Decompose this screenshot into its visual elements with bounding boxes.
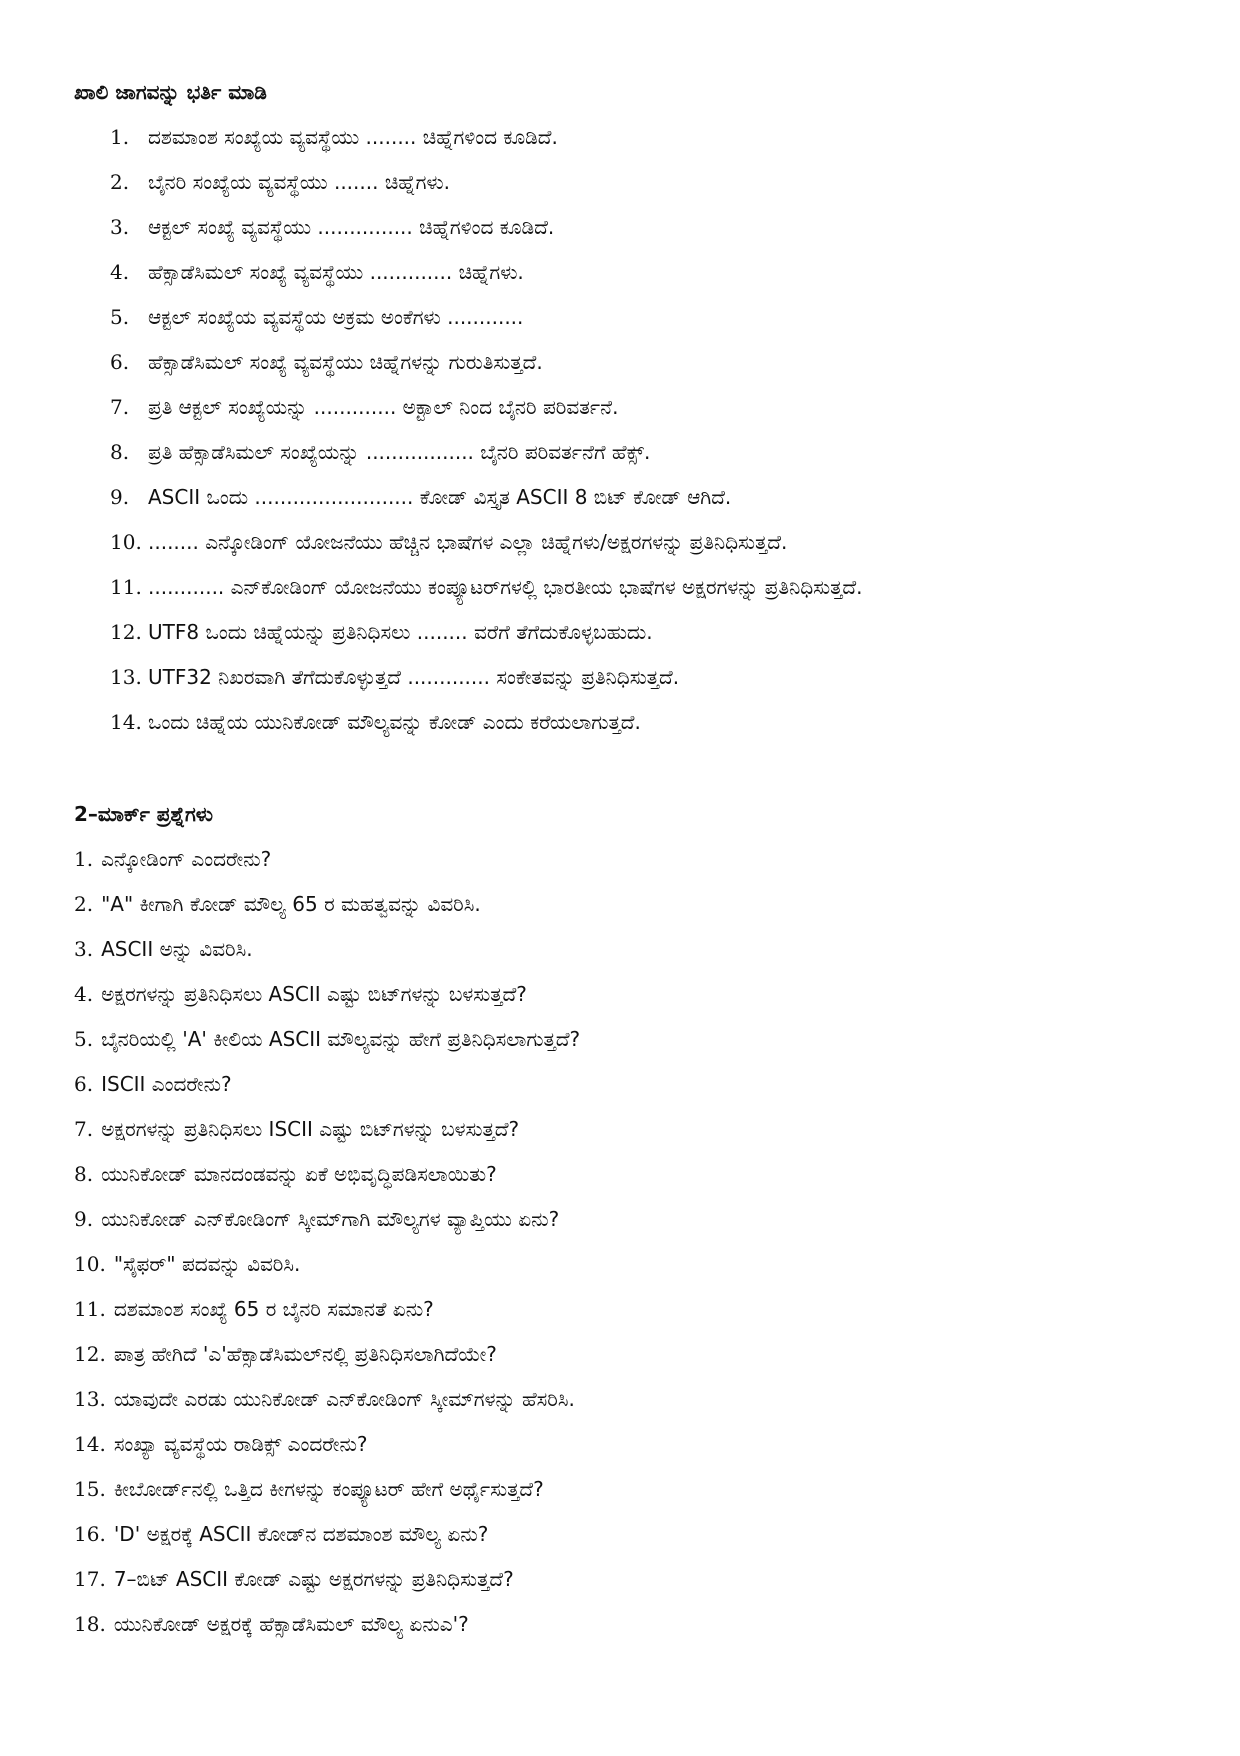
item-number: 12.: [74, 1342, 106, 1366]
item-text: ದಶಮಾಂಶ ಸಂಖ್ಯೆ 65 ರ ಬೈನರಿ ಸಮಾನತೆ ಏನು?: [113, 1297, 434, 1321]
item-text: ಯುನಿಕೋಡ್ ಮಾನದಂಡವನ್ನು ಏಕೆ ಅಭಿವೃದ್ಧಿಪಡಿಸಲಾಯಿತು?: [101, 1162, 497, 1186]
item-number: 16.: [74, 1522, 106, 1546]
item-text: 'D' ಅಕ್ಷರಕ್ಕೆ ASCII ಕೋಡ್‌ನ ದಶಮಾಂಶ ಮೌಲ್ಯ ಏನು?: [113, 1522, 489, 1546]
item-text: ISCII ಎಂದರೇನು?: [101, 1072, 232, 1096]
item-number: 4.: [110, 260, 130, 284]
item-number: 1.: [110, 125, 130, 149]
item-number: 14.: [74, 1432, 106, 1456]
item-text: ಎನ್ಕೋಡಿಂಗ್ ಎಂದರೇನು?: [101, 847, 272, 871]
item-number: 14.: [110, 710, 142, 734]
list-item: [74, 889, 481, 919]
item-text: ಬೈನರಿ ಸಂಖ್ಯೆಯ ವ್ಯವಸ್ಥೆಯು ....... ಚಿಹ್ನೆಗಳು.: [148, 170, 451, 194]
item-number: 6.: [74, 1072, 94, 1096]
item-text: ಹೆಕ್ಸಾಡೆಸಿಮಲ್ ಸಂಖ್ಯೆ ವ್ಯವಸ್ಥೆಯು ............. ಚಿಹ್ನೆಗಳು.: [148, 260, 524, 284]
list-item: [110, 392, 618, 422]
item-text: "A" ಕೀಗಾಗಿ ಕೋಡ್ ಮೌಲ್ಯ 65 ರ ಮಹತ್ವವನ್ನು ವಿವರಿಸಿ.: [101, 892, 481, 916]
list-item: [110, 122, 558, 152]
item-number: 13.: [110, 665, 142, 689]
item-text: UTF8 ಒಂದು ಚಿಹ್ನೆಯನ್ನು ಪ್ರತಿನಿಧಿಸಲು ........ ವರೆಗೆ ತೆಗೆದುಕೊಳ್ಳಬಹುದು.: [148, 620, 653, 644]
item-number: 8.: [110, 440, 130, 464]
item-number: 10.: [74, 1252, 106, 1276]
list-item: [110, 707, 641, 737]
list-item: [74, 1384, 575, 1414]
item-text: ಸಂಖ್ಯಾ ವ್ಯವಸ್ಥೆಯ ರಾಡಿಕ್ಸ್ ಎಂದರೇನು?: [113, 1432, 368, 1456]
item-text: ........ ಎನ್ಕೋಡಿಂಗ್ ಯೋಜನೆಯು ಹೆಚ್ಚಿನ ಭಾಷೆಗಳ ಎಲ್ಲಾ ಚಿಹ್ನೆಗಳು/ಅಕ್ಷರಗಳನ್ನು ಪ್ರತಿನಿಧಿಸುತ್ತದೆ.: [148, 530, 788, 554]
item-text: ಬೈನರಿಯಲ್ಲಿ 'A' ಕೀಲಿಯ ASCII ಮೌಲ್ಯವನ್ನು ಹೇಗೆ ಪ್ರತಿನಿಧಿಸಲಾಗುತ್ತದೆ?: [101, 1027, 581, 1051]
list-item: [74, 1204, 559, 1234]
item-text: ಯಾವುದೇ ಎರಡು ಯುನಿಕೋಡ್ ಎನ್‌ಕೋಡಿಂಗ್ ಸ್ಕೀಮ್‌ಗಳನ್ನು ಹೆಸರಿಸಿ.: [113, 1387, 575, 1411]
item-text: ಪ್ರತಿ ಆಕ್ಟಲ್ ಸಂಖ್ಯೆಯನ್ನು ............. ಅಕ್ಟಾಲ್ ನಿಂದ ಬೈನರಿ ಪರಿವರ್ತನೆ.: [148, 395, 619, 419]
list-item: [110, 437, 650, 467]
item-text: ಒಂದು ಚಿಹ್ನೆಯ ಯುನಿಕೋಡ್ ಮೌಲ್ಯವನ್ನು ಕೋಡ್ ಎಂದು ಕರೆಯಲಾಗುತ್ತದೆ.: [148, 710, 641, 734]
item-text: ಯುನಿಕೋಡ್ ಎನ್‌ಕೋಡಿಂಗ್ ಸ್ಕೀಮ್‌ಗಾಗಿ ಮೌಲ್ಯಗಳ ವ್ಯಾಪ್ತಿಯು ಏನು?: [101, 1207, 560, 1231]
item-text: ಅಕ್ಷರಗಳನ್ನು ಪ್ರತಿನಿಧಿಸಲು ISCII ಎಷ್ಟು ಬಿಟ್‌ಗಳನ್ನು ಬಳಸುತ್ತದೆ?: [101, 1117, 520, 1141]
list-item: [110, 572, 863, 602]
item-number: 3.: [74, 937, 94, 961]
item-text: ಅಕ್ಷರಗಳನ್ನು ಪ್ರತಿನಿಧಿಸಲು ASCII ಎಷ್ಟು ಬಿಟ್‌ಗಳನ್ನು ಬಳಸುತ್ತದೆ?: [101, 982, 527, 1006]
item-text: ಪಾತ್ರ ಹೇಗಿದೆ 'ಎ'ಹೆಕ್ಸಾಡೆಸಿಮಲ್‌ನಲ್ಲಿ ಪ್ರತಿನಿಧಿಸಲಾಗಿದೆಯೇ?: [113, 1342, 497, 1366]
list-item: [74, 844, 271, 874]
item-number: 4.: [74, 982, 94, 1006]
list-item: [110, 527, 787, 557]
item-text: ಆಕ್ಟಲ್ ಸಂಖ್ಯೆಯ ವ್ಯವಸ್ಥೆಯ ಅಕ್ರಮ ಅಂಕೆಗಳು ............: [148, 305, 524, 329]
list-item: [74, 934, 253, 964]
list-item: [74, 1159, 497, 1189]
item-number: 13.: [74, 1387, 106, 1411]
list-item: [74, 1114, 519, 1144]
item-text: ಯುನಿಕೋಡ್ ಅಕ್ಷರಕ್ಕೆ ಹೆಕ್ಸಾಡೆಸಿಮಲ್ ಮೌಲ್ಯ ಏನುಎ'?: [113, 1612, 469, 1636]
list-item: [74, 1609, 469, 1639]
list-item: [74, 1429, 368, 1459]
item-number: 5.: [110, 305, 130, 329]
list-item: [74, 1519, 488, 1549]
item-number: 2.: [74, 892, 94, 916]
list-item: [110, 347, 543, 377]
item-text: UTF32 ನಿಖರವಾಗಿ ತೆಗೆದುಕೊಳ್ಳುತ್ತದೆ ............. ಸಂಕೇತವನ್ನು ಪ್ರತಿನಿಧಿಸುತ್ತದೆ.: [148, 665, 680, 689]
item-text: "ಸೈಫರ್" ಪದವನ್ನು ವಿವರಿಸಿ.: [113, 1252, 301, 1276]
section-2-mark-questions-title: 2–ಮಾರ್ಕ್ ಪ್ರಶ್ನೆಗಳು: [74, 802, 213, 826]
list-item: [74, 1339, 497, 1369]
item-number: 6.: [110, 350, 130, 374]
list-item: [74, 1294, 434, 1324]
item-text: ............ ಎನ್‌ಕೋಡಿಂಗ್ ಯೋಜನೆಯು ಕಂಪ್ಯೂಟರ್‌ಗಳಲ್ಲಿ ಭಾರತೀಯ ಭಾಷೆಗಳ ಅಕ್ಷರಗಳನ್ನು ಪ್ರತಿನಿಧಿಸುತ್ತದೆ.: [148, 575, 863, 599]
list-item: [110, 482, 731, 512]
list-item: [110, 257, 524, 287]
item-text: ಕೀಬೋರ್ಡ್‌ನಲ್ಲಿ ಒತ್ತಿದ ಕೀಗಳನ್ನು ಕಂಪ್ಯೂಟರ್ ಹೇಗೆ ಅರ್ಥೈಸುತ್ತದೆ?: [113, 1477, 544, 1501]
item-text: 7–ಬಿಟ್ ASCII ಕೋಡ್ ಎಷ್ಟು ಅಕ್ಷರಗಳನ್ನು ಪ್ರತಿನಿಧಿಸುತ್ತದೆ?: [113, 1567, 514, 1591]
item-number: 12.: [110, 620, 142, 644]
item-number: 3.: [110, 215, 130, 239]
item-number: 9.: [74, 1207, 94, 1231]
item-number: 15.: [74, 1477, 106, 1501]
item-text: ಪ್ರತಿ ಹೆಕ್ಸಾಡೆಸಿಮಲ್ ಸಂಖ್ಯೆಯನ್ನು ................. ಬೈನರಿ ಪರಿವರ್ತನೆಗೆ ಹೆಕ್ಸ್.: [148, 440, 651, 464]
list-item: [74, 1564, 514, 1594]
list-item: [110, 212, 554, 242]
section-fill-blanks-title: ಖಾಲಿ ಜಾಗವನ್ನು ಭರ್ತಿ ಮಾಡಿ: [74, 80, 267, 104]
list-item: [74, 1474, 544, 1504]
item-number: 8.: [74, 1162, 94, 1186]
item-number: 11.: [110, 575, 142, 599]
item-number: 17.: [74, 1567, 106, 1591]
item-number: 1.: [74, 847, 94, 871]
list-item: [110, 662, 679, 692]
list-item: [74, 1024, 580, 1054]
list-item: [74, 1249, 300, 1279]
item-text: ದಶಮಾಂಶ ಸಂಖ್ಯೆಯ ವ್ಯವಸ್ಥೆಯು ........ ಚಿಹ್ನೆಗಳಿಂದ ಕೂಡಿದೆ.: [148, 125, 558, 149]
list-item: [74, 979, 527, 1009]
item-number: 2.: [110, 170, 130, 194]
item-number: 10.: [110, 530, 142, 554]
item-text: ಹೆಕ್ಸಾಡೆಸಿಮಲ್ ಸಂಖ್ಯೆ ವ್ಯವಸ್ಥೆಯು ಚಿಹ್ನೆಗಳನ್ನು ಗುರುತಿಸುತ್ತದೆ.: [148, 350, 543, 374]
item-number: 5.: [74, 1027, 94, 1051]
item-number: 7.: [110, 395, 130, 419]
list-item: [110, 167, 450, 197]
list-item: [110, 302, 523, 332]
item-text: ಆಕ್ಟಲ್ ಸಂಖ್ಯೆ ವ್ಯವಸ್ಥೆಯು ............... ಚಿಹ್ನೆಗಳಿಂದ ಕೂಡಿದೆ.: [148, 215, 555, 239]
item-number: 7.: [74, 1117, 94, 1141]
list-item: [74, 1069, 232, 1099]
item-number: 11.: [74, 1297, 106, 1321]
item-text: ASCII ಒಂದು ......................... ಕೋಡ್ ವಿಸ್ತೃತ ASCII 8 ಬಿಟ್ ಕೋಡ್ ಆಗಿದೆ.: [148, 485, 732, 509]
item-number: 18.: [74, 1612, 106, 1636]
item-text: ASCII ಅನ್ನು ವಿವರಿಸಿ.: [101, 937, 253, 961]
list-item: [110, 617, 653, 647]
item-number: 9.: [110, 485, 130, 509]
